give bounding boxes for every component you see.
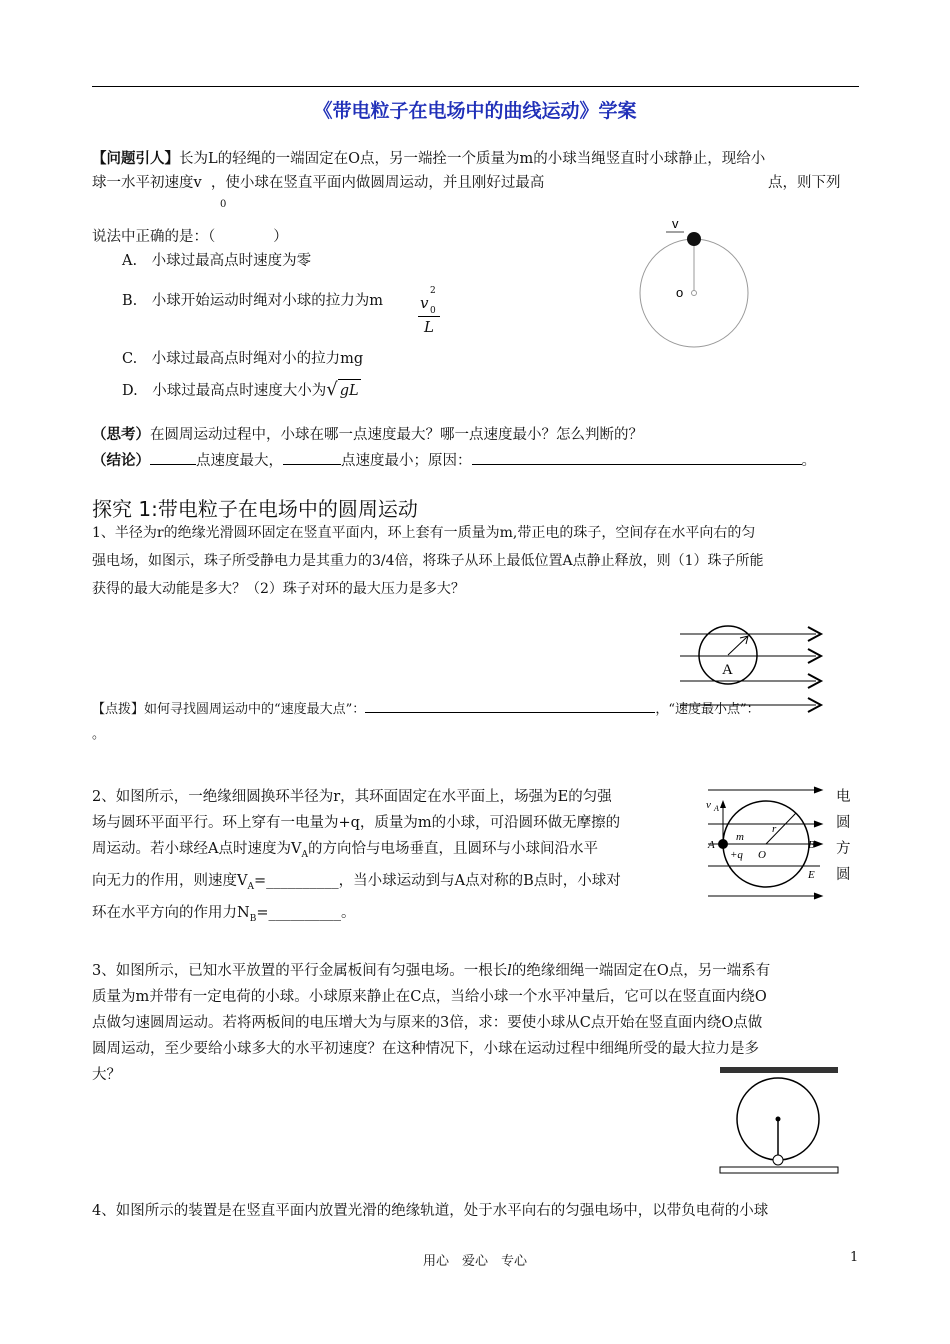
intro-text-2b: ，使小球在竖直平面内做圆周运动，并且刚好过最高 [210, 175, 545, 191]
hint-tag: 【点拨】 [92, 702, 145, 717]
option-b [122, 290, 383, 312]
blank-reason [472, 450, 802, 465]
option-c: C. 小球过最高点时绳对小的拉力mg [122, 351, 364, 367]
q3-line-1b: 的绝缘细绳一端固定在O点，另一端系有 [511, 963, 771, 979]
q2-line-3 [92, 836, 692, 868]
q2-line-4-sub: A [247, 881, 254, 892]
conclusion-tag: （结论） [92, 453, 150, 469]
ball-c [773, 1155, 783, 1165]
q1-line-3: 获得的最大动能是多大？（2）珠子对环的最大压力是多大？ [92, 581, 465, 597]
intro-line-1 [92, 148, 765, 170]
think-line [92, 424, 643, 446]
q2-side-4: 圆 [836, 867, 851, 883]
intro-text-2c: 点，则下列 [768, 175, 841, 191]
q3-line-2: 质量为m并带有一定电荷的小球。小球原来静止在C点，当给小球一个水平冲量后，它可以在竖直面内绕O [92, 989, 767, 1005]
figure-plates-circle [718, 1064, 842, 1178]
hint-text-2: ，“速度最小点”： [655, 702, 760, 717]
field-arrow-bottom [814, 893, 822, 899]
label-e: E [808, 869, 815, 881]
figure-ring-horizontal [700, 782, 828, 902]
q2-side-1: 电 [836, 789, 851, 805]
q1-line-2: 强电场，如图示，珠子所受静电力是其重力的3/4倍，将珠子从环上最低位置A点静止释放，则（1）珠子所能 [92, 553, 764, 569]
q2-line-3-sub: A [301, 849, 308, 860]
q3-line-1 [92, 958, 862, 984]
q2-side-3: 方 [836, 841, 851, 857]
q3-line-3: 点做匀速圆周运动。若将两板间的电压增大为与原来的3倍，求：要使小球从C点开始在竖直面内绕O点做 [92, 1015, 763, 1031]
center-point [692, 291, 697, 296]
label-a: A [708, 839, 715, 851]
q3-line-1a: 3、如图所示，已知水平放置的平行金属板间有匀强电场。一根长 [92, 963, 508, 979]
conclusion-text-1: 点速度最大， [196, 453, 283, 469]
option-b-fraction [418, 280, 448, 338]
q2-line-4 [92, 868, 692, 900]
q2-line-5a: 环在水平方向的作用力N [92, 904, 250, 921]
think-text: 在圆周运动过程中，小球在哪一点速度最大？哪一点速度最小？怎么判断的？ [150, 427, 643, 443]
fraction-numerator: v [420, 294, 429, 312]
q2-side-column [836, 784, 856, 888]
bottom-plate [720, 1167, 838, 1173]
q2-line-3b: 的方向恰与电场垂直，且圆环与小球间沿水平 [307, 841, 598, 857]
conclusion-end: 。 [801, 453, 816, 469]
q2-text [92, 784, 692, 932]
option-d-text: D. 小球过最高点时速度大小为 [122, 383, 327, 399]
page-title: 《带电粒子在电场中的曲线运动》学案 [313, 100, 637, 122]
q2-line-5-sub: B [249, 913, 257, 924]
label-va-sub: A [714, 804, 719, 813]
ball-top [687, 232, 701, 246]
ring-radius [766, 813, 796, 844]
hint-end: 。 [92, 727, 106, 742]
intro-text-1: 长为L的轻绳的一端固定在O点，另一端拴一个质量为m的小球当绳竖直时小球静止，现给小 [179, 151, 766, 167]
q3-length-symbol: l [507, 963, 512, 979]
conclusion-line [92, 450, 816, 472]
q2-line-4b: =__________，当小球运动到与A点对称的B点时，小球对 [253, 872, 621, 889]
q2-line-1: 2、如图所示，一绝缘细圆换环半径为r，其环面固定在水平面上，场强为E的匀强 [92, 789, 612, 805]
header-rule [92, 86, 859, 87]
page-footer: 用心 爱心 专心 [422, 1254, 527, 1269]
page-number: 1 [850, 1250, 859, 1265]
intro-tag: 【问题引人】 [92, 150, 179, 167]
va-arrowhead [720, 800, 726, 808]
intro-line-2 [92, 172, 544, 194]
q2-line-2: 场与圆环平面平行。环上穿有一电量为+q，质量为m的小球，可沿圆环做无摩擦的 [92, 815, 621, 831]
pivot-o [776, 1117, 781, 1122]
q3-line-4: 圆周运动，至少要给小球多大的水平初速度？在这种情况下，小球在运动过程中细绳所受的最大拉力是多 [92, 1041, 759, 1057]
section-heading-1: 探究 1:带电粒子在电场中的圆周运动 [92, 497, 418, 521]
label-a: A [722, 662, 733, 678]
sqrt-sign: √ [326, 379, 338, 400]
hint-text: 如何寻找圆周运动中的“速度最大点”： [144, 702, 366, 717]
q4-line-1: 4、如图所示的装置是在竖直平面内放置光滑的绝缘轨道，处于水平向右的匀强电场中，以带负电荷的小球 [92, 1203, 769, 1219]
radius-line [728, 636, 748, 655]
blank-min-point [283, 450, 341, 465]
blank-fastest-point [365, 698, 655, 713]
field-arrow-mid2 [814, 841, 822, 847]
label-m: m [736, 831, 744, 843]
intro-text-2a: 球一水平初速度v [92, 175, 202, 191]
q2-line-4a: 向无力的作用，则速度V [92, 872, 248, 889]
ball-a [718, 839, 728, 849]
conclusion-text-2: 点速度最小；原因： [341, 453, 472, 469]
fraction-sup: 2 [430, 286, 436, 296]
q2-side-2: 圆 [836, 815, 851, 831]
intro-sub-0: 0 [220, 199, 227, 210]
q3-line-5: 大？ [92, 1067, 121, 1083]
velocity-label: v [672, 216, 679, 231]
field-arrow-mid1 [814, 821, 822, 827]
label-va: v [706, 799, 711, 811]
fraction-denominator: L [424, 318, 434, 336]
fraction-bar [418, 316, 440, 317]
q1-line-1: 1、半径为r的绝缘光滑圆环固定在竖直平面内，环上套有一质量为m,带正电的珠子，空间存在水平向右的匀 [92, 525, 756, 541]
q2-line-5 [92, 900, 692, 932]
label-q: +q [730, 849, 743, 861]
hint-line [92, 698, 760, 721]
figure-vertical-circle [632, 208, 762, 358]
blank-max-point [150, 450, 196, 465]
option-b-text: B. 小球开始运动时绳对小球的拉力为m [122, 293, 384, 309]
label-o: O [758, 849, 766, 861]
field-arrow-top [814, 787, 822, 793]
option-d [122, 379, 361, 402]
top-plate [720, 1067, 838, 1073]
intro-line-3: 说法中正确的是：（ ） [92, 229, 288, 245]
label-b: B [808, 839, 815, 851]
think-tag: （思考） [92, 427, 150, 443]
q2-line-3a: 周运动。若小球经A点时速度为V [92, 841, 302, 857]
option-a: A. 小球过最高点时速度为零 [122, 253, 312, 269]
sqrt-content: gL [338, 379, 361, 402]
center-label: o [676, 285, 684, 300]
fraction-sub: 0 [430, 306, 436, 316]
label-r: r [772, 823, 777, 835]
q2-line-5b: =__________。 [256, 904, 356, 921]
